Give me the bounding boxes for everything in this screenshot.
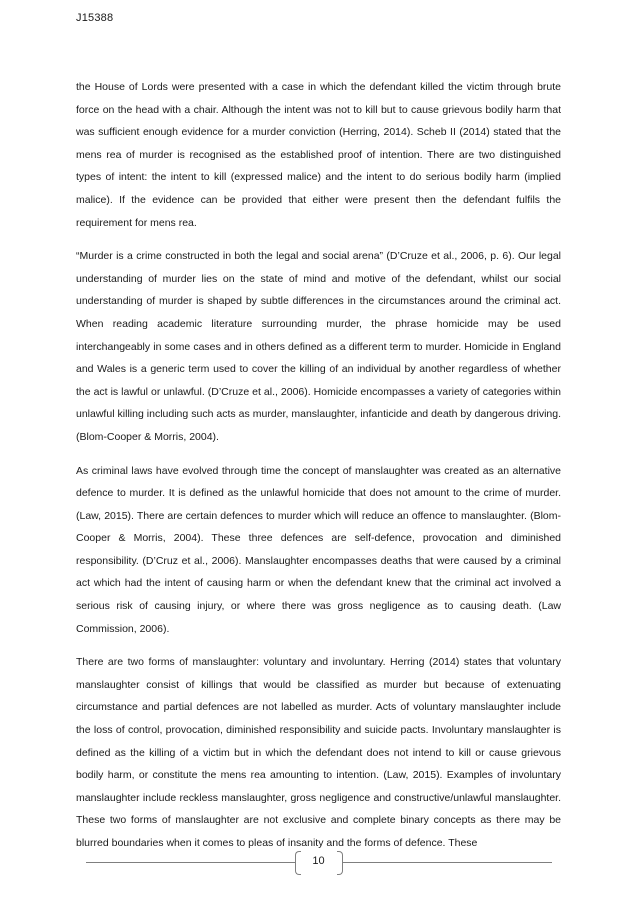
body-text [76,76,561,866]
paragraph-3: As criminal laws have evolved through time the concept of manslaughter was created as an alternative defence to murder. It is defined as the unlawful homicide that does not amount to the crime of murder. (Law, 2015). There are certain defences to murder which will reduce an offence to manslaughter. (Blom-Cooper & Morris, 2004). These three defences are self-defence, provocation and diminished responsibility. (D’Cruz et al., 2006). Manslaughter encompasses deaths that were caused by a criminal act which had the intent of causing harm or when the defendant knew that the criminal act involved a serious risk of causing injury, or where there was gross negligence as to causing death. (Law Commission, 2006). [76,464,561,635]
footer-rule-left [86,862,296,863]
paragraph-1: the House of Lords were presented with a case in which the defendant killed the victim through brute force on the head with a chair. Although the intent was not to kill but to cause grievous bodily harm that was sufficient enough evidence for a murder conviction (Herring, 2014). Scheb II (2014) stated that the mens rea of murder is recognised as the established proof of intention. There are two distinguished types of intent: the intent to kill (expressed malice) and the intent to do serious bodily harm (implied malice). If the evidence can be provided that either were present then the defendant fulfils the requirement for mens rea. [76,81,561,229]
document-id-header: J15388 [76,12,114,24]
footer-bracket-right [337,851,343,875]
paragraph-2: “Murder is a crime constructed in both the legal and social arena” (D’Cruze et al., 2006, p. 6). Our legal understanding of murder lies on the state of mind and motive of the defendant, whilst our social understanding of murder is shaped by subtle differences in the circumstances around the criminal act. When reading academic literature surrounding murder, the phrase homicide may be used interchangeably in some cases and in others defined as a different term to murder. Homicide in England and Wales is a generic term used to cover the killing of an individual by another regardless of whether the act is lawful or unlawful. (D’Cruze et al., 2006). Homicide encompasses a variety of categories within unlawful killing including such acts as murder, manslaughter, infanticide and death by dangerous driving. (Blom-Cooper & Morris, 2004). [76,250,561,443]
page-number: 10 [312,855,325,867]
footer-rule-right [342,862,552,863]
paragraph-4: There are two forms of manslaughter: voluntary and involuntary. Herring (2014) states that voluntary manslaughter consist of killings that would be classified as murder but because of extenuating circumstance and partial defences are not labelled as murder. Acts of voluntary manslaughter include the loss of control, provocation, diminished responsibility and suicide pacts. Involuntary manslaughter is defined as the killing of a victim but in which the defendant does not intend to kill or cause grievous bodily harm, or constitute the mens rea amounting to intention. (Law, 2015). Examples of involuntary manslaughter include reckless manslaughter, gross negligence and constructive/unlawful manslaughter. These two forms of manslaughter are not exclusive and complete binary concepts as there may be blurred boundaries when it comes to pleas of insanity and the forms of defence. These [76,656,561,849]
page-footer [86,848,552,878]
